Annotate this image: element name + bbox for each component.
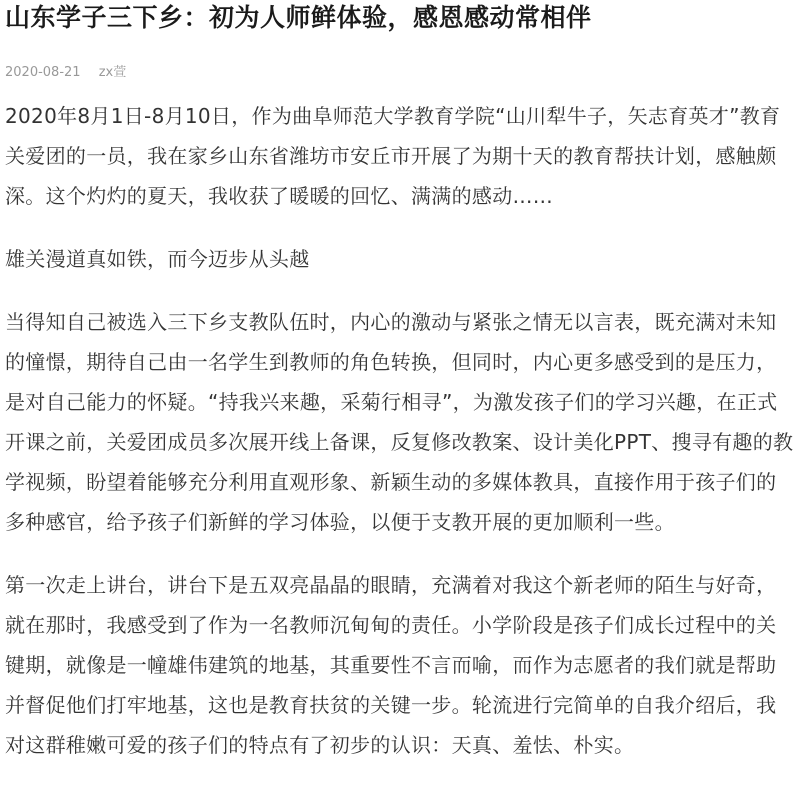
- publish-date: 2020-08-21: [5, 65, 81, 80]
- article-body: [5, 96, 795, 788]
- article-meta: [5, 63, 126, 83]
- paragraph-intro: 2020年8月1日-8月10日，作为曲阜师范大学教育学院“山川犁牛子，矢志育英才”教育关爱团的一员，我在家乡山东省潍坊市安丘市开展了为期十天的教育帮扶计划，感触颇深。这个灼灼的夏天，我收获了暖暖的回忆、满满的感动……: [5, 104, 781, 208]
- section-heading: 雄关漫道真如铁，而今迈步从头越: [5, 247, 310, 271]
- author-name: zx萱: [98, 65, 127, 80]
- article-title: 山东学子三下乡：初为人师鲜体验，感恩感动常相伴: [5, 3, 592, 32]
- paragraph-first-class: 第一次走上讲台，讲台下是五双亮晶晶的眼睛，充满着对我这个新老师的陌生与好奇，就在那时，我感受到了作为一名教师沉甸甸的责任。小学阶段是孩子们成长过程中的关键期，就像是一幢雄伟建筑的地基，其重要性不言而喻，而作为志愿者的我们就是帮助并督促他们打牢地基，这也是教育扶贫的关键一步。轮流进行完简单的自我介绍后，我对这群稚嫩可爱的孩子们的特点有了初步的认识：天真、羞怯、朴实。: [5, 573, 777, 757]
- paragraph-preparation: 当得知自己被选入三下乡支教队伍时，内心的激动与紧张之情无以言表，既充满对未知的憧憬，期待自己由一名学生到教师的角色转换，但同时，内心更多感受到的是压力，是对自己能力的怀疑。“持我兴来趣，采菊行相寻”，为激发孩子们的学习兴趣，在正式开课之前，关爱团成员多次展开线上备课，反复修改教案、设计美化PPT、搜寻有趣的教学视频，盼望着能够充分利用直观形象、新颖生动的多媒体教具，直接作用于孩子们的多种感官，给予孩子们新鲜的学习体验，以便于支教开展的更加顺利一些。: [5, 310, 794, 534]
